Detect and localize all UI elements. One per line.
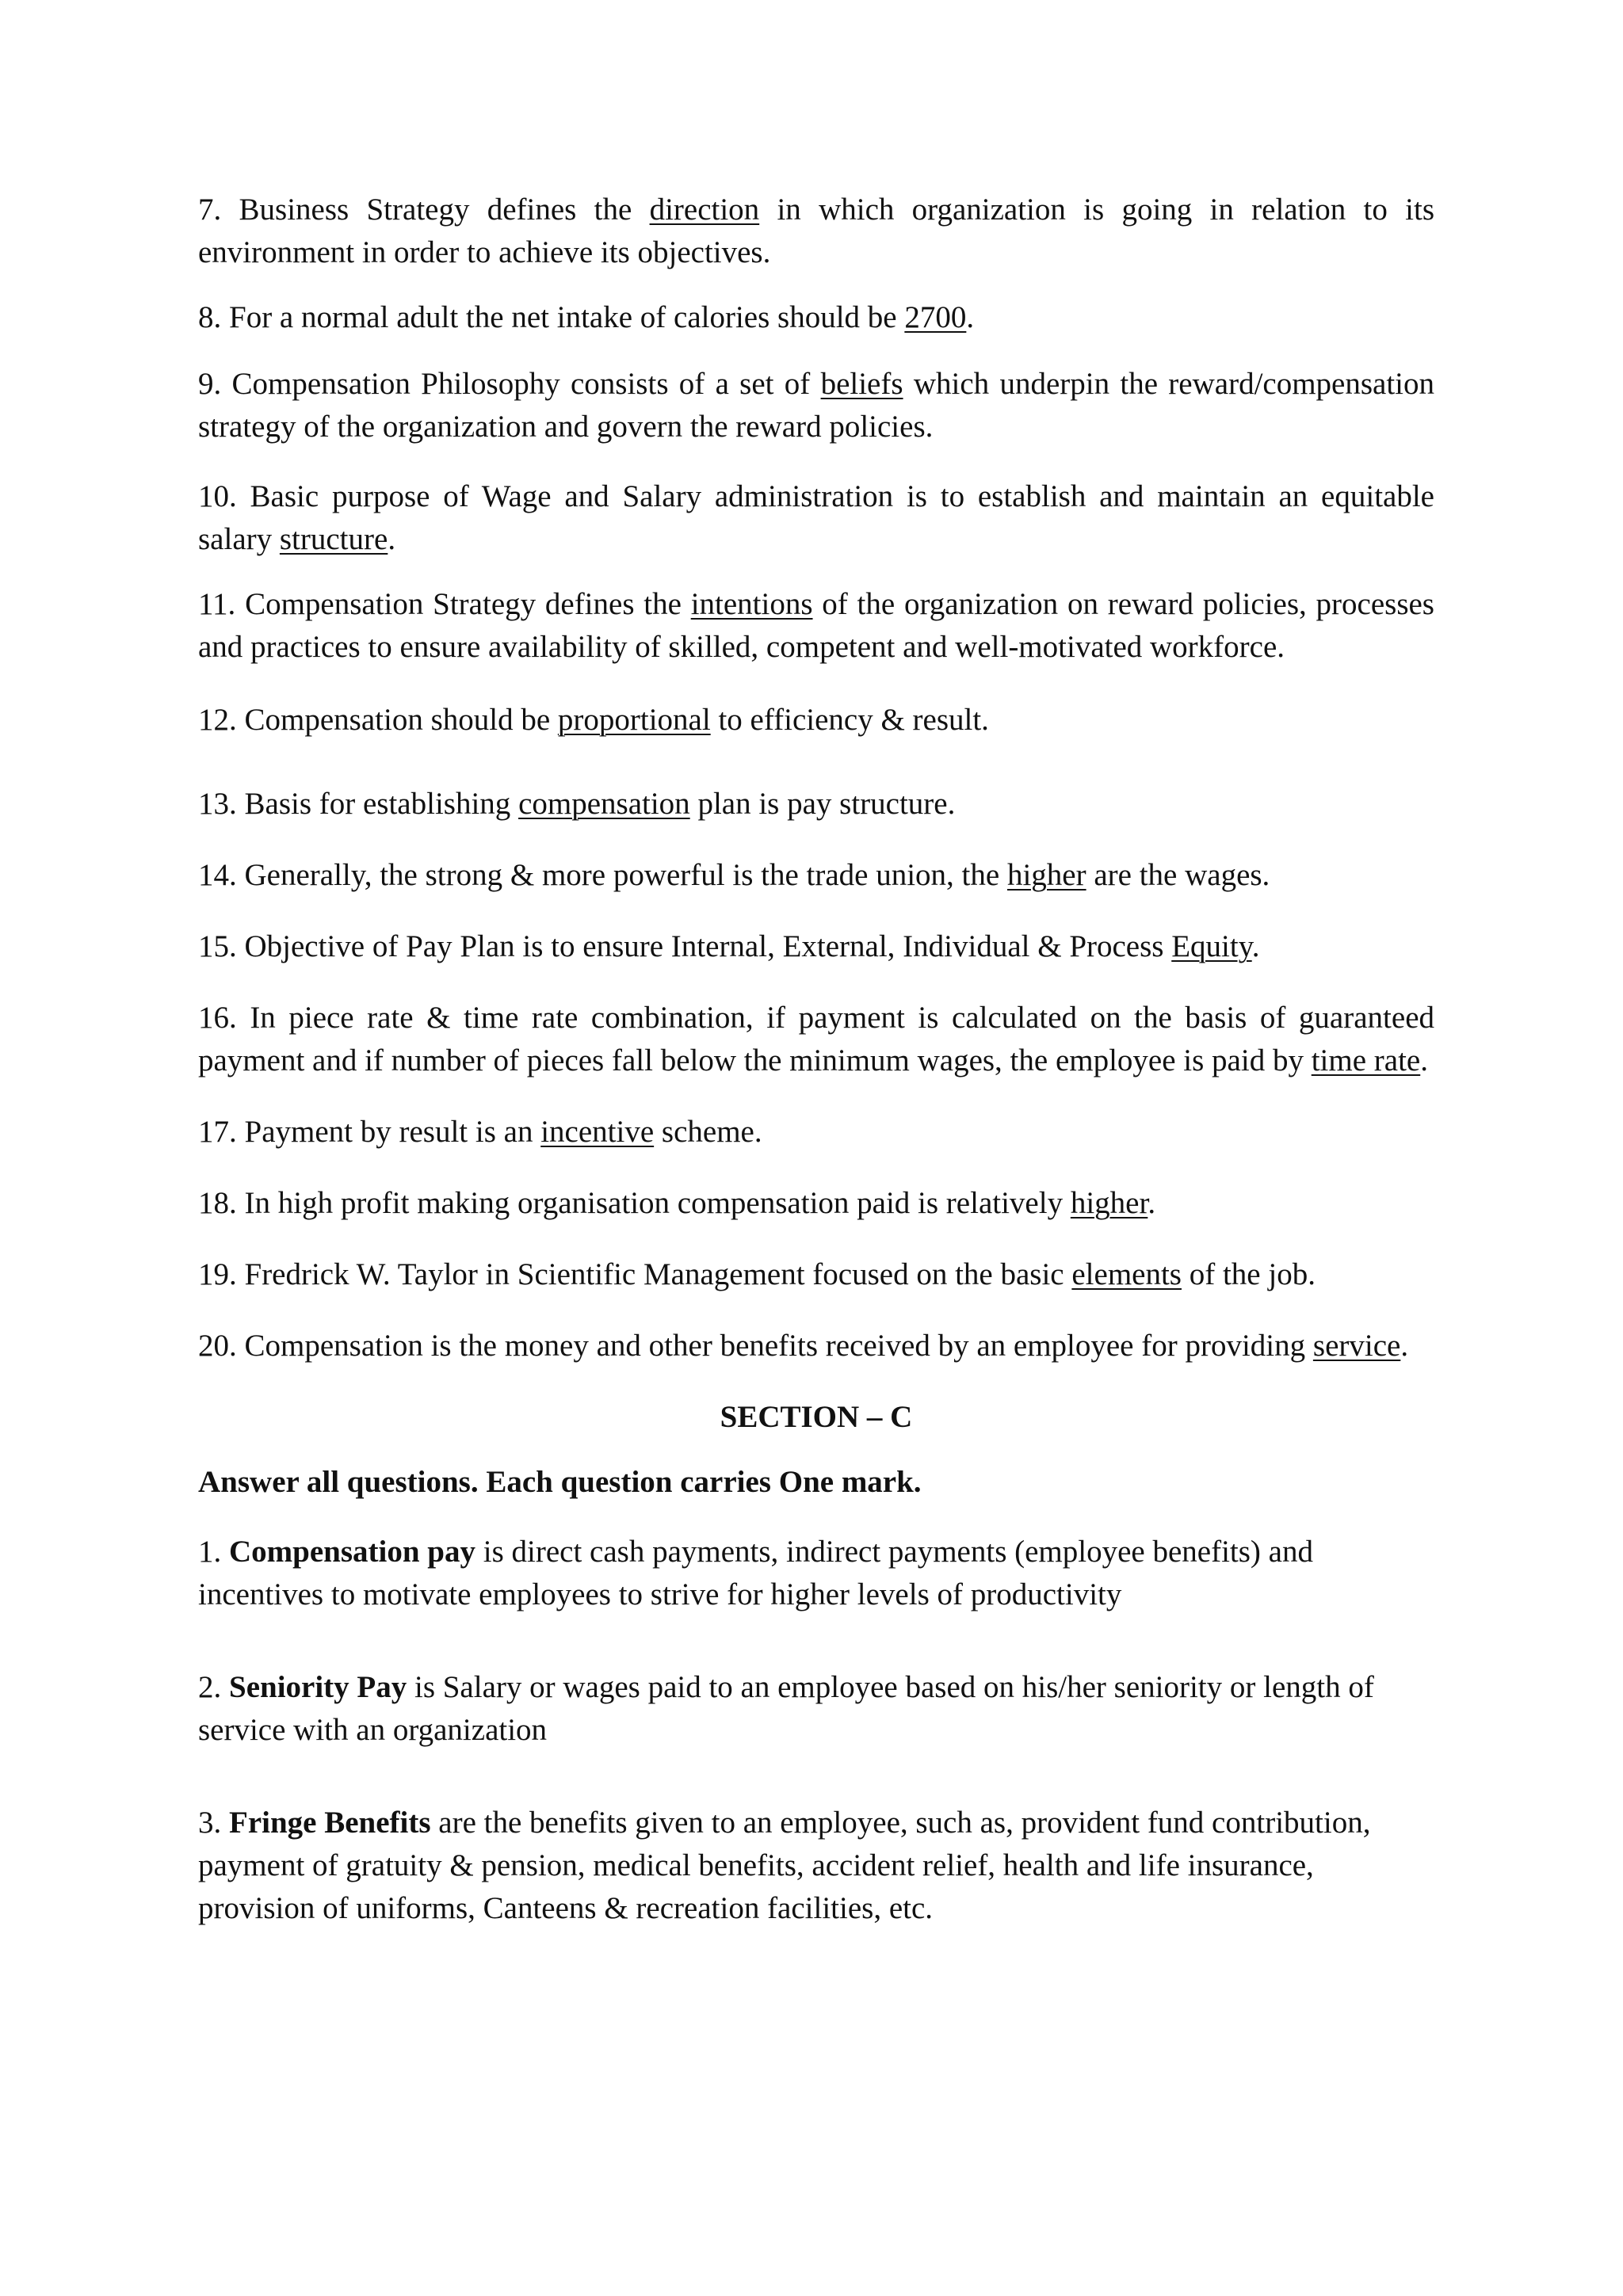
- question-number: 18.: [198, 1186, 237, 1220]
- term-definition: is direct cash payments, indirect payments (employee benefits) and incentives to motivate employees to strive for higher levels of productivity: [198, 1535, 1313, 1611]
- question-number: 7.: [198, 193, 222, 227]
- question-text-end: of the job.: [1189, 1257, 1316, 1291]
- question-text: Fredrick W. Taylor in Scientific Management focused on the basic: [244, 1257, 1064, 1291]
- question-16: [198, 997, 1434, 1082]
- question-number: 14.: [198, 858, 237, 892]
- question-number: 16.: [198, 1001, 237, 1035]
- question-14: [198, 854, 1434, 897]
- question-text: For a normal adult the net intake of calories should be: [229, 300, 897, 334]
- question-12: [198, 699, 1434, 742]
- question-9: [198, 363, 1434, 448]
- question-17: [198, 1111, 1434, 1154]
- question-number: 11.: [198, 587, 236, 621]
- question-7: [198, 189, 1434, 274]
- question-text: Compensation Philosophy consists of a set of: [231, 367, 811, 401]
- question-8: [198, 296, 1434, 339]
- question-text: Basic purpose of Wage and Salary administration is to establish and maintain an equitable salary: [198, 479, 1434, 556]
- section-c-question-2: [198, 1666, 1434, 1752]
- answer-underlined: beliefs: [820, 367, 903, 401]
- question-11: [198, 583, 1434, 669]
- question-text: Compensation should be: [244, 703, 551, 737]
- section-c-question-1: [198, 1531, 1434, 1616]
- question-text-end: scheme.: [661, 1115, 762, 1149]
- question-text-end: .: [1400, 1329, 1409, 1363]
- question-text-end: are the wages.: [1094, 858, 1270, 892]
- term-definition: are the benefits given to an employee, such as, provident fund contribution, payment of gratuity & pension, medical benefits, accident relief, health and life insurance, provision of uniforms, Canteens & recreation facilities, etc.: [198, 1806, 1371, 1925]
- question-10: [198, 475, 1434, 561]
- answer-underlined: incentive: [540, 1115, 655, 1149]
- answer-underlined: elements: [1071, 1257, 1182, 1291]
- answer-underlined: direction: [649, 193, 760, 227]
- question-text-end: which underpin the reward/compensation strategy of the organization and govern the reward policies.: [198, 367, 1435, 444]
- question-text-end: .: [966, 300, 975, 334]
- question-text-end: .: [1148, 1186, 1156, 1220]
- question-19: [198, 1253, 1434, 1296]
- answer-underlined: proportional: [557, 703, 711, 737]
- question-text-end: plan is pay structure.: [697, 787, 956, 821]
- section-c-question-3: [198, 1802, 1434, 1930]
- question-text-end: in which organization is going in relation to its environment in order to achieve its objectives.: [198, 193, 1435, 269]
- question-text-end: of the organization on reward policies, processes and practices to ensure availability of skilled, competent and well-motivated workforce.: [198, 587, 1434, 664]
- page-content: [198, 189, 1434, 1930]
- question-20: [198, 1325, 1434, 1367]
- question-number: 20.: [198, 1329, 237, 1363]
- question-text: Generally, the strong & more powerful is the trade union, the: [244, 858, 1000, 892]
- question-text: Basis for establishing: [244, 787, 511, 821]
- term-bold: Seniority Pay: [229, 1670, 407, 1704]
- question-text: In piece rate & time rate combination, if payment is calculated on the basis of guaranteed payment and if number of pieces fall below the minimum wages, the employee is paid by: [198, 1001, 1434, 1077]
- question-15: [198, 925, 1434, 968]
- answer-underlined: 2700: [904, 300, 967, 334]
- question-text: Payment by result is an: [244, 1115, 533, 1149]
- question-number: 15.: [198, 929, 237, 963]
- question-number: 19.: [198, 1257, 237, 1291]
- question-number: 9.: [198, 367, 222, 401]
- section-c-heading: SECTION – C: [720, 1400, 913, 1434]
- answer-underlined: Equity: [1171, 929, 1252, 963]
- question-text: Business Strategy defines the: [239, 193, 632, 227]
- question-text: In high profit making organisation compensation paid is relatively: [244, 1186, 1064, 1220]
- question-text-end: to efficiency & result.: [718, 703, 989, 737]
- question-number: 3.: [198, 1806, 222, 1840]
- answer-underlined: higher: [1006, 858, 1086, 892]
- question-number: 17.: [198, 1115, 237, 1149]
- question-13: [198, 783, 1434, 826]
- question-text-end: .: [1420, 1043, 1428, 1077]
- term-definition: is Salary or wages paid to an employee based on his/her seniority or length of service with an organization: [198, 1670, 1374, 1747]
- question-number: 2.: [198, 1670, 222, 1704]
- question-number: 1.: [198, 1535, 222, 1569]
- answer-underlined: higher: [1070, 1186, 1148, 1220]
- question-text: Compensation is the money and other benefits received by an employee for providing: [244, 1329, 1306, 1363]
- term-bold: Fringe Benefits: [229, 1806, 431, 1840]
- question-number: 10.: [198, 479, 237, 513]
- answer-underlined: intentions: [690, 587, 813, 621]
- section-c-instructions: Answer all questions. Each question carries One mark.: [198, 1465, 922, 1499]
- question-text: Objective of Pay Plan is to ensure Internal, External, Individual & Process: [244, 929, 1164, 963]
- question-text-end: .: [1251, 929, 1260, 963]
- answer-underlined: structure: [279, 522, 388, 556]
- question-number: 8.: [198, 300, 222, 334]
- answer-underlined: time rate: [1311, 1043, 1421, 1077]
- question-number: 13.: [198, 787, 237, 821]
- answer-underlined: compensation: [518, 787, 690, 821]
- term-bold: Compensation pay: [229, 1535, 475, 1569]
- answer-underlined: service: [1312, 1329, 1401, 1363]
- question-text-end: .: [388, 522, 396, 556]
- question-18: [198, 1182, 1434, 1225]
- question-text: Compensation Strategy defines the: [245, 587, 682, 621]
- question-number: 12.: [198, 703, 237, 737]
